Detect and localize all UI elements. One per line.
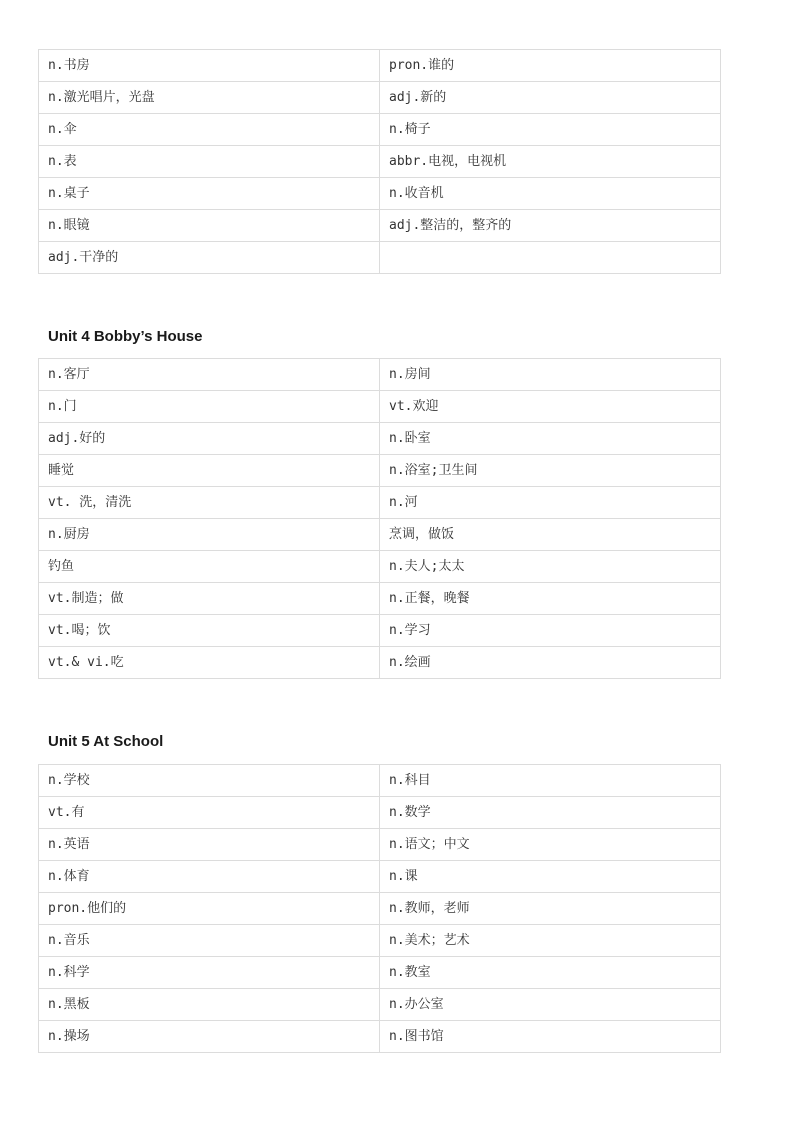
table-row: [39, 82, 721, 114]
table-cell-right: pron.谁的: [380, 50, 721, 82]
table-cell-left: n.眼镜: [39, 210, 380, 242]
table-row: [39, 359, 721, 391]
table-row: [39, 615, 721, 647]
table-cell-right: adj.新的: [380, 82, 721, 114]
table-row: [39, 487, 721, 519]
table-cell-right: [380, 242, 721, 274]
table-cell-right: n.收音机: [380, 178, 721, 210]
table-row: [39, 647, 721, 679]
table-row: [39, 765, 721, 797]
table-cell-right: n.夫人;太太: [380, 551, 721, 583]
table-row: [39, 391, 721, 423]
vocab-table-unit-5: [38, 764, 721, 1053]
table-cell-right: n.数学: [380, 797, 721, 829]
table-row: [39, 1021, 721, 1053]
table-cell-right: n.图书馆: [380, 1021, 721, 1053]
table-row: [39, 242, 721, 274]
table-cell-right: n.椅子: [380, 114, 721, 146]
table-cell-right: n.科目: [380, 765, 721, 797]
table-cell-right: n.美术；艺术: [380, 925, 721, 957]
table-cell-left: n.科学: [39, 957, 380, 989]
table-cell-left: n.英语: [39, 829, 380, 861]
table-row: [39, 178, 721, 210]
table-cell-right: n.教室: [380, 957, 721, 989]
table-cell-left: n.激光唱片，光盘: [39, 82, 380, 114]
vocab-table-unit-4: [38, 358, 721, 679]
table-cell-left: 睡觉: [39, 455, 380, 487]
table-cell-right: n.卧室: [380, 423, 721, 455]
table-cell-left: n.黑板: [39, 989, 380, 1021]
table-cell-left: n.音乐: [39, 925, 380, 957]
table-cell-right: n.教师，老师: [380, 893, 721, 925]
table-cell-right: 烹调，做饭: [380, 519, 721, 551]
section-title-unit-5: Unit 5 At School: [48, 733, 164, 750]
table-cell-left: adj.好的: [39, 423, 380, 455]
table-cell-right: vt.欢迎: [380, 391, 721, 423]
table-cell-left: n.厨房: [39, 519, 380, 551]
table-row: [39, 210, 721, 242]
table-cell-right: n.房间: [380, 359, 721, 391]
table-cell-right: n.语文；中文: [380, 829, 721, 861]
table-cell-right: n.学习: [380, 615, 721, 647]
table-cell-left: n.伞: [39, 114, 380, 146]
table-cell-right: adj.整洁的，整齐的: [380, 210, 721, 242]
table-row: [39, 861, 721, 893]
table-cell-right: n.绘画: [380, 647, 721, 679]
table-row: [39, 146, 721, 178]
table-cell-left: vt.& vi.吃: [39, 647, 380, 679]
table-cell-right: n.正餐，晚餐: [380, 583, 721, 615]
table-cell-left: n.体育: [39, 861, 380, 893]
table-row: [39, 583, 721, 615]
table-row: [39, 519, 721, 551]
table-row: [39, 829, 721, 861]
table-row: [39, 423, 721, 455]
table-cell-left: vt. 洗，清洗: [39, 487, 380, 519]
table-row: [39, 797, 721, 829]
table-cell-left: 钓鱼: [39, 551, 380, 583]
table-cell-right: n.浴室;卫生间: [380, 455, 721, 487]
table-cell-left: n.书房: [39, 50, 380, 82]
table-cell-left: n.门: [39, 391, 380, 423]
table-cell-left: n.操场: [39, 1021, 380, 1053]
table-cell-left: adj.干净的: [39, 242, 380, 274]
table-cell-left: vt.喝；饮: [39, 615, 380, 647]
table-cell-left: vt.有: [39, 797, 380, 829]
table-cell-left: n.桌子: [39, 178, 380, 210]
table-row: [39, 455, 721, 487]
table-cell-right: n.办公室: [380, 989, 721, 1021]
table-cell-left: n.表: [39, 146, 380, 178]
table-cell-right: n.河: [380, 487, 721, 519]
vocab-table-1: [38, 49, 721, 274]
table-row: [39, 551, 721, 583]
table-cell-left: n.客厅: [39, 359, 380, 391]
table-row: [39, 114, 721, 146]
table-row: [39, 989, 721, 1021]
table-cell-left: vt.制造；做: [39, 583, 380, 615]
table-cell-right: abbr.电视，电视机: [380, 146, 721, 178]
table-row: [39, 957, 721, 989]
table-row: [39, 893, 721, 925]
table-cell-right: n.课: [380, 861, 721, 893]
table-row: [39, 50, 721, 82]
section-title-unit-4: Unit 4 Bobby’s House: [48, 328, 203, 345]
table-cell-left: pron.他们的: [39, 893, 380, 925]
table-row: [39, 925, 721, 957]
table-cell-left: n.学校: [39, 765, 380, 797]
